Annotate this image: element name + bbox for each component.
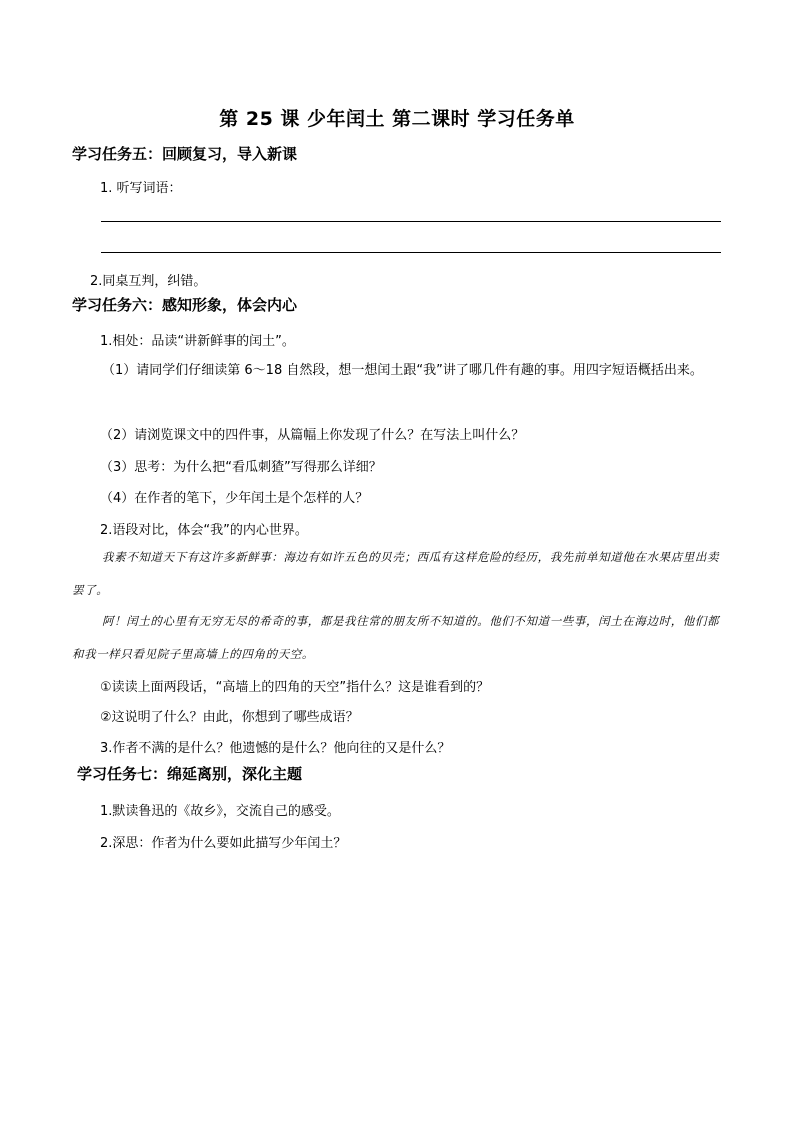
task5-heading: 学习任务五：回顾复习，导入新课 [72,145,298,163]
answer-line-2 [101,252,721,253]
excerpt-paragraph-1: 我素不知道天下有这许多新鲜事：海边有如许五色的贝壳；西瓜有这样危险的经历，我先前单知道他在水果店里出卖罢了。 [72,550,720,597]
task6-item2: 2.语段对比，体会“我”的内心世界。 [100,523,308,538]
task6-question-4: （4）在作者的笔下，少年闰土是个怎样的人？ [100,491,369,506]
task6-item3: 3.作者不满的是什么？他遗憾的是什么？他向往的又是什么？ [100,741,451,756]
task7-heading: 学习任务七：绵延离别，深化主题 [77,765,303,783]
excerpt-paragraph-2: 阿！闰土的心里有无穷无尽的希奇的事，都是我往常的朋友所不知道的。他们不知道一些事，闰土在海边时，他们都和我一样只看见院子里高墙上的四角的天空。 [72,614,720,661]
task6-question-1: （1）请同学们仔细读第 6～18 自然段，想一想闰土跟“我”讲了哪几件有趣的事。用四字短语概括出来。 [102,363,703,378]
task6-question-3: （3）思考：为什么把“看瓜刺猹”写得那么详细？ [100,460,382,475]
task6-question-2: （2）请浏览课文中的四件事，从篇幅上你发现了什么？在写法上叫什么？ [100,428,525,443]
task5-item1: 1. 听写词语： [100,181,182,196]
task5-item2: 2.同桌互判，纠错。 [90,274,207,289]
task6-heading: 学习任务六：感知形象，体会内心 [72,296,298,314]
task6-sub-question-2: ②这说明了什么？由此，你想到了哪些成语？ [100,710,359,725]
task6-item1: 1.相处：品读“讲新鲜事的闰土”。 [100,334,295,349]
task6-sub-question-1: ①读读上面两段话，“高墙上的四角的天空”指什么？这是谁看到的？ [100,680,490,695]
task7-item1: 1.默读鲁迅的《故乡》，交流自己的感受。 [100,804,340,819]
task7-item2: 2.深思：作者为什么要如此描写少年闰土？ [100,836,347,851]
page-title: 第 25 课 少年闰土 第二课时 学习任务单 [219,108,575,130]
answer-line-1 [101,221,721,222]
